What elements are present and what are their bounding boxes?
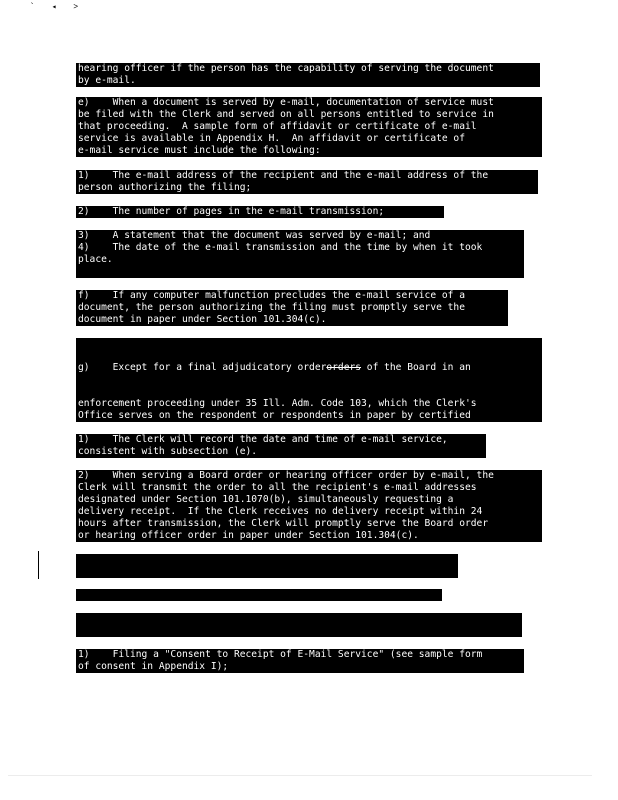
paragraph-e-item-3-and-4 xyxy=(76,230,524,278)
paragraph-g-item-2 xyxy=(76,470,542,542)
text-line: consistent with subsection (e). xyxy=(78,446,258,457)
text-line: Clerk will transmit the order to all the recipient's e-mail addresses xyxy=(78,482,477,493)
text-line: hearing officer if the person has the capability of serving the document xyxy=(78,63,494,74)
scan-specks: ` ◂ ˃ xyxy=(30,2,85,11)
text-line: designated under Section 101.1070(b), simultaneously requesting a xyxy=(78,494,454,505)
paragraph-g-item-1 xyxy=(76,434,486,458)
text-line: e) When a document is served by e-mail, documentation of service must xyxy=(78,97,494,108)
text-line: 1) Filing a "Consent to Receipt of E-Mail Service" (see sample form xyxy=(78,649,483,660)
text-line: e-mail service must include the following: xyxy=(78,145,321,156)
paragraph-g-first-a: g) Except for a final adjudicatory order xyxy=(78,362,327,373)
text-line: delivery receipt. If the Clerk receives no delivery receipt within 24 xyxy=(78,506,483,517)
text-line: enforcement proceeding under 35 Ill. Adm. Code 103, which the Clerk's xyxy=(78,398,477,409)
text-line: service is available in Appendix H. An affidavit or certificate of xyxy=(78,133,465,144)
section-heading xyxy=(76,589,442,601)
source-note xyxy=(76,554,458,578)
text-line: be filed with the Clerk and served on all persons entitled to service in xyxy=(78,109,494,120)
text-line: 2) When serving a Board order or hearing officer order by e-mail, the xyxy=(78,470,494,481)
text-line: of consent in Appendix I); xyxy=(78,661,229,672)
footer-rule xyxy=(8,775,592,776)
text-line: by e-mail. xyxy=(78,75,136,86)
paragraph-g-first-b: of the Board in an xyxy=(361,362,471,373)
text-line: 1) The Clerk will record the date and time of e-mail service, xyxy=(78,434,448,445)
margin-change-bar xyxy=(38,551,39,579)
text-line: hours after transmission, the Clerk will promptly serve the Board order xyxy=(78,518,489,529)
paragraph-e-item-2 xyxy=(76,206,444,218)
paragraph-g xyxy=(76,338,542,422)
text-line: that proceeding. A sample form of affidavit or certificate of e-mail xyxy=(78,121,477,132)
text-line: 3) A statement that the document was served by e-mail; and xyxy=(78,230,431,241)
paragraph-a-item-1 xyxy=(76,649,524,673)
text-line: 4) The date of the e-mail transmission and the time by when it took xyxy=(78,242,483,253)
paragraph-a xyxy=(76,613,522,637)
paragraph-f xyxy=(76,290,508,326)
paragraph-e-item-1 xyxy=(76,170,538,194)
paragraph-g-rest xyxy=(78,398,540,422)
text-line: document, the person authorizing the filing must promptly serve the xyxy=(78,302,465,313)
paragraph-continuation xyxy=(76,63,540,87)
text-line: person authorizing the filing; xyxy=(78,182,252,193)
paragraph-g-strike: orders xyxy=(326,362,362,373)
text-line: document in paper under Section 101.304(c). xyxy=(78,314,327,325)
text-line: place. xyxy=(78,254,113,265)
text-line: or hearing officer order in paper under Section 101.304(c). xyxy=(78,530,419,541)
text-line: Office serves on the respondent or respondents in paper by certified xyxy=(78,410,471,421)
text-line: 1) The e-mail address of the recipient and the e-mail address of the xyxy=(78,170,489,181)
paragraph-e xyxy=(76,97,542,157)
text-line: 2) The number of pages in the e-mail transmission; xyxy=(78,206,385,217)
text-line: f) If any computer malfunction precludes the e-mail service of a xyxy=(78,290,465,301)
